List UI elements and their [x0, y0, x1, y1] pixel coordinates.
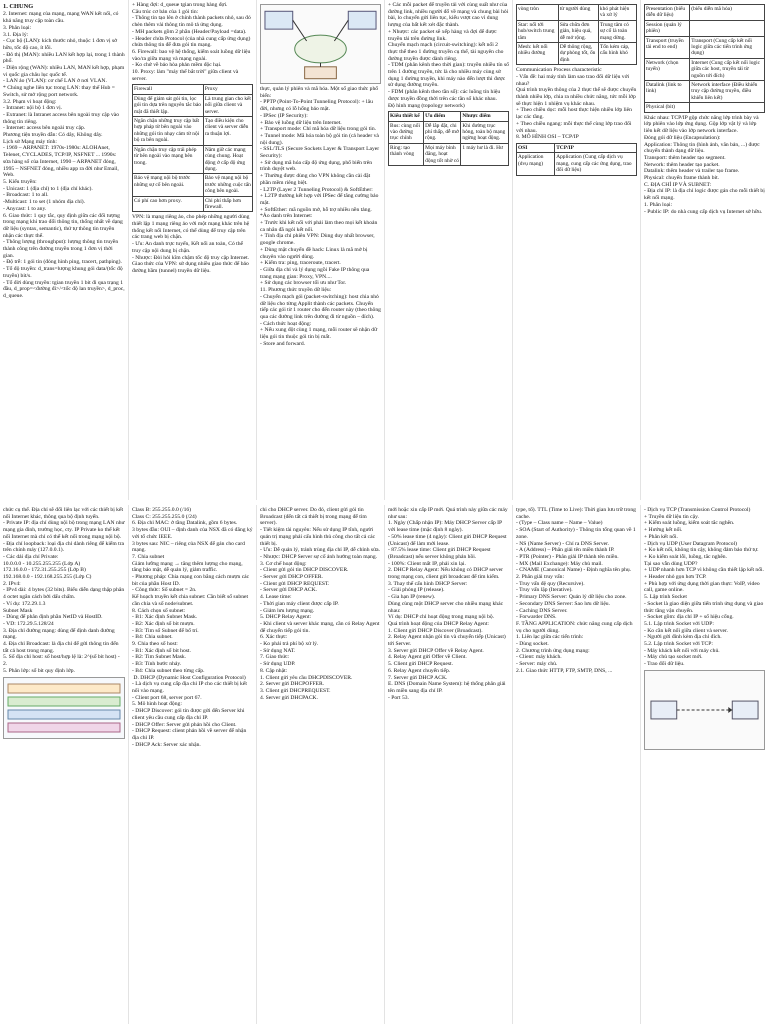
column-text: mới hoặc xin cấp IP mới. Quá trình này giữa các máy như sau: 1. Ngày (Chấp nhận IP): Máy DHCP Server cấp IP với lease time (mặc định 8 ngày). - 50% lease time (4 ngày): Client gửi DHCP Request (Unicast) để làm mới lease. - 87.5% lease time: Client gửi DHCP Request (Broadcast) nếu server không phản hồi. - 100%: Client mất IP, phải xin lại. 2. DHCP Relay Agent: Nếu không có DHCP server trong mạng con, client gửi broadcast để tìm kiếm. 3. Thay thế cấu hình DHCP Server: - Giải phóng IP (release). - Gia hạn IP (renew). Dùng cùng một DHCP server cho nhiều mạng khác nhau: Ví dụ: DHCP chỉ hoạt động trong mạng nội bộ. Quá trình hoạt động của DHCP Relay Agent: 1. Client gửi DHCP Discover (Broadcast). 2. Relay Agent nhận gói tin và chuyển tiếp (Unicast) tới Server. 3. Server gửi DHCP Offer về Relay Agent. 4. Relay Agent gửi Offer về Client. 5. Client gửi DHCP Request. 6. Relay Agent chuyển tiếp. 7. Server gửi DHCP ACK. E. DNS (Domain Name System): hệ thống phân giải tên miền sang địa chỉ IP. - Port 53. — [388, 507, 508, 701]
table-header-cell: Ưu điểm — [424, 112, 461, 121]
table-cell: Bus: cùng nối vào đường trục chính — [389, 121, 424, 143]
table-cell: Bảo vệ mạng nội bộ trước những cuộc tấn công bên ngoài. — [204, 175, 251, 195]
table-row — [133, 145, 253, 174]
column-text: chi cho DHCP server. Do đó, client gửi gói tin Broadcast (đến tất cả thiết bị trong mạng để tìm server). - Tiết kiệm tài nguyên: Nếu sử dụng IP tĩnh, người quản trị mạng phải cấu hình thủ công cho tất cả các thiết bị. - Ưu: Dễ quản lý, tránh trùng địa chỉ IP, dễ chỉnh sửa. - Nhược: DHCP Server sự cố ảnh hưởng toàn mạng. 3. Cơ chế hoạt động: - Client gửi gói tin DHCP DISCOVER. - Server gửi DHCP OFFER. - Client gửi DHCP REQUEST. - Server gửi DHCP ACK. 4. Lease time: - Thời gian máy client được cấp IP. - Giảm lưu lượng mạng. 5. DHCP Relay Agent: - Khi client và server khác mạng, cần có Relay Agent để chuyển tiếp gói tin. 6. Xác thực: - Ko phải trả phí bộ xử lý. - Sử dụng NAT. 7. Giao thức: - Sử dụng UDP. 8. Cập nhật: 1. Client gửi yêu cầu DHCPDISCOVER. 2. Server gửi DHCPOFFER. 3. Client gửi DHCPREQUEST. 4. Server gửi DHCPACK. — [260, 507, 380, 701]
table-cell: Chi phí thấp hơn firewall. — [203, 196, 252, 212]
table-cell: Bảo vệ mạng nội bộ trước những sự cố bên ngoài. — [133, 174, 204, 196]
table-row — [645, 5, 765, 21]
table-cell: Network (chọn tuyến) — [645, 58, 690, 80]
table-cell: vòng tròn — [517, 5, 559, 21]
table-row — [133, 85, 253, 94]
bottom-column-2 — [128, 505, 256, 1024]
bottom-column-6 — [640, 505, 768, 1024]
table-cell: Sửa chữa đơn giản, hiệu quả, dễ mở rộng. — [558, 20, 598, 42]
table-cell: Application (dvụ mạng) — [517, 153, 555, 175]
table-row — [645, 103, 765, 112]
table-cell: Tạo điều kiện cho client và server diễn ra thuận lợi. — [203, 117, 252, 146]
osi-tcpip-table — [516, 143, 637, 176]
top-column-1 — [0, 0, 128, 500]
table-row — [133, 94, 253, 116]
client-server-graphic — [645, 671, 764, 749]
column-text: chức cụ thể. Địa chỉ sẽ đổi liên lạc với các thiết bị kết nối Internet khác, thông qua bộ định tuyến. - Private IP: địa chỉ dùng nội bộ trong mạng LAN như mạng gia đình, trường học, cty. IP Private ko thể kết nối Internet mà chỉ có thể kết nối trong mạng nội bộ. - Địa chỉ loopback: loại địa chỉ dành riêng để kiểm tra trên chính máy (127.0.0.1). - Các dải địa chỉ Private: 10.0.0.0 - 10.255.255.255 (Lớp A) 172.16.0.0 - 172.31.255.255 (Lớp B) 192.168.0.0 - 192.168.255.255 (Lớp C) 2. IPv4: - IPv4 dài: 4 bytes (32 bits). Biểu diễn dạng thập phân 4 octet ngăn cách bởi dấu chấm. - Ví dụ: 172.29.1.3 Subnet Mask - Dùng để phân định phần NetID và HostID. - VD: 172.29.5.128/24 3. Địa chỉ đường mạng: dùng để định danh đường mạng. 4. Địa chỉ Broadcast: là địa chỉ để gửi thông tin đến tất cả host trong mạng. 5. Số địa chỉ host: số host/hợp lệ là: 2^(số bit host) - 2. 5. Phân lớp: số bit quy định lớp. — [3, 507, 125, 674]
table-cell: Khi đường trục hỏng, toàn bộ mạng ngừng hoạt động. — [461, 121, 509, 143]
top-column-2 — [128, 0, 256, 500]
table-cell: Ngăn chặn truy cập trái phép từ bên ngoài vào mạng bên trong. — [133, 145, 204, 174]
top-column-6 — [640, 0, 768, 500]
bottom-column-3 — [256, 505, 384, 1024]
table-cell: OSI — [517, 143, 555, 152]
table-cell: Star: nối tới hub/switch trung tâm — [517, 20, 559, 42]
table-cell: Dùng để giám sát gói tin, lọc gói tin dựa trên nguyên tắc bảo mật đã thiết lập. — [133, 94, 204, 116]
top-column-4 — [384, 0, 512, 500]
firewall-proxy-table — [132, 84, 253, 212]
table-header-row — [389, 112, 509, 121]
top-column-3 — [256, 0, 384, 500]
table-cell: Là trung gian cho kết nối giữa client và server. — [204, 95, 251, 115]
table-cell: khó phát hiện và xử lý — [598, 5, 636, 21]
table-cell: Physical (bit) — [645, 103, 690, 112]
table-cell: Transport (Cung cấp kết nối logic giữa các tiến trình ứng dụng) — [690, 36, 765, 58]
table-cell: Dễ lắp đặt, chi phí thấp, dễ mở rộng. — [424, 121, 461, 143]
ip-class-diagram — [3, 677, 125, 739]
bottom-column-1 — [0, 505, 128, 1024]
table-row — [645, 36, 765, 58]
table-header-cell: Kiểu thiết kế — [389, 112, 424, 121]
table-row — [389, 121, 509, 143]
table-cell: Ring: tạo thành vòng — [389, 143, 424, 165]
table-cell: Ngăn chặn những truy cập bất hợp pháp từ bên ngoài vào những gói tin nhạy cảm từ nội bộ ra bên ngoài. — [133, 117, 204, 146]
column-text: VPN: là mạng riêng ảo, cho phép những người dùng thiết lập 1 mạng riêng ảo với một mạng khác trên hệ thống kết nối Internet, có thể dùng để truy cập trên các trang web bị chặn. - Ưu: An danh trực tuyến, Kết nối an toàn, Có thể truy cập nội dung bị chặn. - Nhược: Đòi hỏi kĩm chậm tốc độ truy cập Internet. Giao thức của VPN: sử dụng nhiều giao thức để bảo đường hầm (tunnel) truyền dữ liệu. — [132, 214, 250, 274]
table-header-cell: Nhược điểm — [461, 112, 509, 121]
table-cell: Nâm giữ các mạng cùng chung. Hoạt động ở cấp độ ứng dụng. — [203, 145, 252, 174]
table-row — [645, 58, 765, 80]
table-cell: TCP/IP — [555, 143, 637, 152]
client-server-diagram — [644, 670, 765, 750]
table-cell: Có phí cao hơn proxy. — [133, 196, 204, 212]
table-cell: Network interface (Điều khiển truy cập đường truyền, điều khiển liên kết) — [690, 81, 765, 103]
table-row — [517, 153, 637, 175]
bottom-column-5 — [512, 505, 640, 1024]
table-cell: 1 máy hư là đi. Hư — [461, 143, 509, 165]
table-row — [133, 174, 253, 196]
column-text: Khác nhau: TCP/IP gộp chức năng lớp trình bày và lớp phiên vào lớp ứng dụng. Gộp lớp vật lý và lớp liên kết dữ liệu vào lớp network interface. Đóng gói dữ liệu (Encapsulation): Application: Thông tin (hình ảnh, văn bản, ...) được chuyển thành dạng dữ liệu. Transport: thêm header tạo segment. Network: thêm header tạo packet. Datalink: thêm header và trailer tạo frame. Physical: chuyển frame thành bit. C. ĐỊA CHỈ IP VÀ SUBNET: - Địa chỉ IP: là địa chỉ logic được gán cho mỗi thiết bị kết nối mạng. 1. Phân loại: - Public IP: do nhà cung cấp dịch vụ Internet sở hữu. — [644, 114, 765, 215]
table-cell: Mọi máy bình đẳng, hoạt động tốt nhờ có — [425, 144, 460, 164]
table-cell: Internet (Cung cấp kết nối logic giữa các host, truyền tải từ nguồn tới đích) — [690, 58, 765, 80]
table-cell: Application (Cung cấp dịch vụ mạng, cung cấp các ứng dụng, trao đổi dữ liệu) — [555, 153, 637, 175]
column-text: Communication Process characteristic - Vấn đề: hai máy tính làm sao trao đổi dữ liệu với nhau? Quá trình truyền thông của 2 thực thể sẽ được chuyển thành nhiều lớp, chia ra nhiều chức năng, tức mỗi lớp sẽ thực hiện 1 nhiệm vụ khác nhau. + Theo chiều dọc: mỗi host thực hiện nhiều lớp liên lạc các tầng. + Theo chiều ngang: mỗi thực thể cùng lớp trao đổi với nhau. 8. MÔ HÌNH OSI – TCP/IP — [516, 67, 637, 141]
table-cell: Dễ thông rộng, dự phòng tốt, ổn định — [558, 43, 598, 65]
table-row — [389, 143, 509, 165]
table-row — [645, 20, 765, 36]
table-cell: Transport (truyền tải end to end) — [645, 36, 690, 58]
table-cell: Proxy — [203, 85, 252, 94]
table-cell: Session (quản lý phiên) — [645, 20, 690, 36]
table-cell: Firewall — [133, 85, 204, 94]
column-text: thực, quản lý phiên và mã hóa. Một số giao thức phổ biến: - PPTP (Point-To-Point Tunneling Protocol): + lâu đời, nhưng có lỗ hổng bảo mật. - IPSec (IP Security): + Bảo vệ luồng dữ liệu trên Internet. + Transport mode: Chỉ mã hóa dữ liệu trong gói tin. + Tunnel mode: Mã hóa toàn bộ gói tin (cả header và nội dung). - SSL/TLS (Secure Sockets Layer & Transport Layer Security): + Sử dụng mã hóa cấp độ ứng dụng, phổ biến trên trình duyệt web. + Thường được dùng cho VPN không cần cài đặt phần mềm riêng biệt. - L2TP (Layer 2 Tunneling Protocol) & SoftEther: + L2TP thường kết hợp với IPSec để tăng cường bảo mật. + SoftEther: mã nguồn mở, hỗ trợ nhiều nền tảng. *Ảo danh trên Internet: + Trước khi kết nối với phải làm theo mọi kết khoản ca nhân đã ngói kết nối. + Tính địa chỉ phiên VPN: Dùng duy nhất browser, google chrome. + Dùng mật chuyển đề hack: Linux là mã mở bị chuyên vào người dùng. + Kiểm tra: ping, traceroute, tracert. - Giữa địa chỉ và lý dụng ngồi Fake IP thông qua trang mạng gian: Proxy, VPN.... + Sử dụng các browser tối ưu như Tor. 11. Phương thức truyền dữ liệu: - Chuyển mạch gói (packet-switching): host chia nhỏ dữ liệu cho từng Applit thành các packets. Chuyển tiếp các gói từ 1 router cho đến router này (theo thông qua các đường link trên đường đi từ nguồn – đích). - Cách thức hoạt động: + Nếu xung đột cùng 1 mạng, mỗi router sẽ nhận dữ liệu gói tin thuộc gói tin bị mất. - Store and forward. — [260, 86, 381, 347]
top-half — [0, 0, 768, 500]
table-row — [517, 5, 637, 21]
column-text: type, tổ). TTL (Time to Live): Thời gian lưu trữ trong cache. - (Type – Class name – Name – Value) - SOA (Start of Authority) - Thông tin tổng quan về 1 zone. - NS (Name Server) - Chỉ ra DNS Server. - A (Address) – Phân giải tên miền thành IP. - PTR (Pointer) - Phân giải IP thành tên miền. - MX (Mail Exchange): Máy chủ mail. - CNAME (Canonical Name) - Định nghĩa tên phụ. 2. Phân giải truy vấn: - Truy vấn đệ quy (Recursive). - Truy vấn lặp (Iterative). - Primary DNS Server: Quản lý dữ liệu cho zone. - Secondary DNS Server: Sao lưu dữ liệu. - Caching DNS Server. - Forwarder DNS. F. TẦNG APPLICATION: chức năng cung cấp dịch vụ cho người dùng. 1. Liên lạc giữa các tiến trình: - Dùng socket. 2. Chương trình ứng dụng mạng: - Client: máy khách. - Server: máy chủ. 2.1. Giao thức HTTP, FTP, SMTP, DNS, ... — [516, 507, 636, 674]
network-diagram — [260, 4, 381, 84]
bottom-column-4 — [384, 505, 512, 1024]
table-cell: từ người dùng — [558, 5, 598, 21]
section-heading: 1. CHUNG — [3, 3, 34, 10]
topology-table-continued — [516, 4, 637, 65]
column-text: + Hàng đợi: d_queue tgian trong hàng đợi. Câu trúc cơ bản của 1 gói tin: - Thông tin tạo lên ở chính thành packets nhỏ, sau đó chèn thêm vài thông tin mô tả ứng dụng. - MH packets gồm 2 phần (Header/Payload =data). - Header chứa Protocol (của nhà cung cấp ứng dụng) chứa thông tin để đưa gói tin mạng. 6. Firewall: bao vệ hệ thống, kiểm soát luồng dữ liệu vào/ra giữa mạng và mạng ngoài. - Ko chứ về bảo hòa phản mềm độc hại. 10. Proxy: làm "máy thế bắt trời" giữa client và server. — [132, 2, 251, 82]
table-cell — [690, 20, 765, 36]
column-text: - Dịch vụ TCP (Transmission Control Protocol) + Truyền dữ liệu tin cậy. + Kiểm soát luồng, kiểm soát tắc nghẽn. + Hướng kết nối. + Phân kết nối. - Dịch vụ UDP (User Datagram Protocol) + Ko kết nối, không tin cậy, không đảm bảo thứ tự. + Ko kiểm soát lỗi, luồng, tắc nghẽn. Tại sao vẫn dùng UDP? + UDP nhanh hơn TCP vì không cần thiết lập kết nối. + Header nhỏ gọn hơn TCP. + Phù hợp với ứng dụng thời gian thực: VoIP, video call, game online. 5. Lập trình Socket - Socket là giao diện giữa tiến trình ứng dụng và giao thức tầng vận chuyển. - Socket gồm: địa chỉ IP + số hiệu cổng. 5.1. Lập trình Socket với UDP: - Ko cần kết nối giữa client và server. - Người gửi đính kèm địa chỉ đích. 5.2. Lập trình Socket với TCP: - Máy khách kết nối với máy chủ. - Máy chủ tạo socket mới. - Trao đổi dữ liệu. — [644, 507, 764, 668]
ip-class-graphic — [4, 678, 124, 738]
table-cell: Presentation (biểu diễn dữ liệu) — [645, 5, 690, 21]
table-row — [133, 117, 253, 146]
table-cell: Mesh: kết nối nhiều đường — [517, 43, 559, 65]
table-row — [645, 81, 765, 103]
topology-table — [388, 111, 509, 166]
top-column-5 — [512, 0, 640, 500]
table-row — [517, 20, 637, 42]
table-row — [517, 43, 637, 65]
table-cell: (biểu diễn mã hóa) — [690, 5, 765, 21]
table-cell: Trung tâm có sự cố là toàn mạng dừng. — [598, 20, 636, 42]
table-cell: Tốn kém cáp, cấu hình khó — [598, 43, 636, 65]
network-diagram-graphic — [261, 5, 380, 83]
column-text: Class B: 255.255.0.0 (/16) Class C: 255.255.255.0 (/24) 6. Địa chỉ MAC: ở tầng Datalink, gồm 6 bytes. 3 bytes đầu: OUI – định danh của NSX đã có đăng ký với tổ chức IEEE. 3 bytes sau: NIC – riêng của NSX để gán cho card mạng. 7. Chia subnet Giảm lưỡng mạng → tăng thêm lượng cho mạng, tăng bảo mật, dễ quản lý, giảm traffic. - Phương pháp: Chia mạng con bằng cách mượn các bit của phần Host ID. - Công thức: Số subnet = 2n. Kể hoạch truyền kết chia subnet: Cần biết số subnet cần chia và số node/subnet. 8. Cách chọn số subnet: - B1: Xác định Subnet Mask. - B2: Xác định số bit mượn. - B3: Tìm số Subnet để bố trí. - B4: Chia subnet. 9. Chia theo số host: - B1: Xác định số bit host. - B2: Tìm Subnet Mask. - B3: Tính bước nhảy. - B4: Chia subnet theo từng cấp. D. DHCP (Dynamic Host Configuration Protocol) - Là dịch vụ cung cấp địa chỉ IP cho các thiết bị kết nối vào mạng. - Client port 68, server port 67. 5. Mô hình hoạt động: - DHCP Discover: gói tin được gửi đến Server khi client yêu cầu cung cấp địa chỉ IP. - DHCP Offer: Server gửi phản hồi cho Client. - DHCP Request: client phản hồi về server để nhận địa chỉ IP. - DHCP Ack: Server xác nhận. — [132, 507, 253, 748]
table-cell: Datalink (link to link) — [645, 81, 690, 103]
table-cell — [690, 103, 765, 112]
column-text: + Các mỗi packet để truyền tải với cùng suất như cùa đường link, nhiều người đổ về mạng và chung bài hỏi bài, lo chuyển gửi liên tục, kiểu vượt cao vì dung lượng của bất kết xét đặc thành. + Nhược: các packet sẽ xếp hàng và đợi để được truyền tải trên đường link. Chuyển mạch mạch (circuit-switching): kết nối 2 thực thể theo 1 đường truyền cụ thể, tài nguyên cho đường truyền được dành riêng. - TDM (phân kênh theo thời gian): truyền nhiều tín số trên 1 đường truyền, tức là cho nhiều máy cùng sử dụng 1 đường truyền, khi máy nào đến lượt thì được sử dụng đường truyền. - FDM (phân kênh theo tần số): các luồng tín hiệu được truyền đồng thời trên các tần số khác nhau. Độ hình mạng (topology network) — [388, 2, 509, 109]
osi-tcpip-table-continued — [644, 4, 765, 113]
table-row — [133, 196, 253, 212]
bottom-half — [0, 505, 768, 1024]
table-row — [517, 143, 637, 152]
column-text: 2. Internet: mạng của mạng, mạng WAN kết nối, có khả năng truy cập toàn cầu. 3. Phân loại: 3.1. Địa lý: - Cục bộ (LAN): kích thước nhỏ, thuộc 1 đơn vị sở hữu, tốc độ cao, ít lỗi. - Đô thị (MAN): nhiều LAN kết hợp lại, trong 1 thành phố. - Diện rộng (WAN): nhiều LAN, MAN kết hợp, phạm vi quốc gia châu lục quốc tế. - LAN ảo (VLAN): cơ chế LAN ở nơi VLAN. * Chúng nghe liên tục trong LAN: thay thế Hub = Switch, sử mở rộng port network. 3.2. Phạm vi hoạt động: - Intranet: nội bộ 1 đơn vị. - Extranet: là Intranet access bên ngoài truy cập vào thông tin riêng. - Internet: access bên ngoài truy cập. Phương tiện truyền dẫn: Có dây, Không dây. Lịch sử Mạng máy tính: - 1969 – ARPANET: 1970s-1980s: ALOHAnet, Telenet, CYCLADES, TCP/IP, NSFNET ... 1990s: sửa hàng số của Internet, 1990 – ARPANET đóng, 1995 – NSFNET đóng, nhiều app ra đời như Email, Web. 5. Kiểu truyền: - Unicast: 1 (địa chỉ) to 1 (địa chỉ khác). - Broadcast: 1 to all. -Multicast: 1 to set (1 nhóm địa chỉ). - Anycast: 1 to any. 6. Giao thức: 1 quy tắc, quy định giữa các đối tượng trong mạng khi trao đổi thông tin, thống nhất về dạng dữ liệu (syntax, semantic), thứ tự thông tin truyền nhận các thực thể. - Thông lượng (throughput): lượng thông tin truyền thành công trên đường truyền trong 1 đơn vị thời gian. - Độ trễ: 1 gói tin (đóng hình ping, tracert, pathping). - Tổ độ truyền: d_trans=lượng khung gói data/(tốc độ truyền) bit/s. - Tổ đời dùng truyền: tgian truyền 1 bit đi qua trạng 1 đầu, d_prop=<đường đi>/<tốc độ lan truyền>, d_proc, d_queue. — [3, 11, 125, 299]
